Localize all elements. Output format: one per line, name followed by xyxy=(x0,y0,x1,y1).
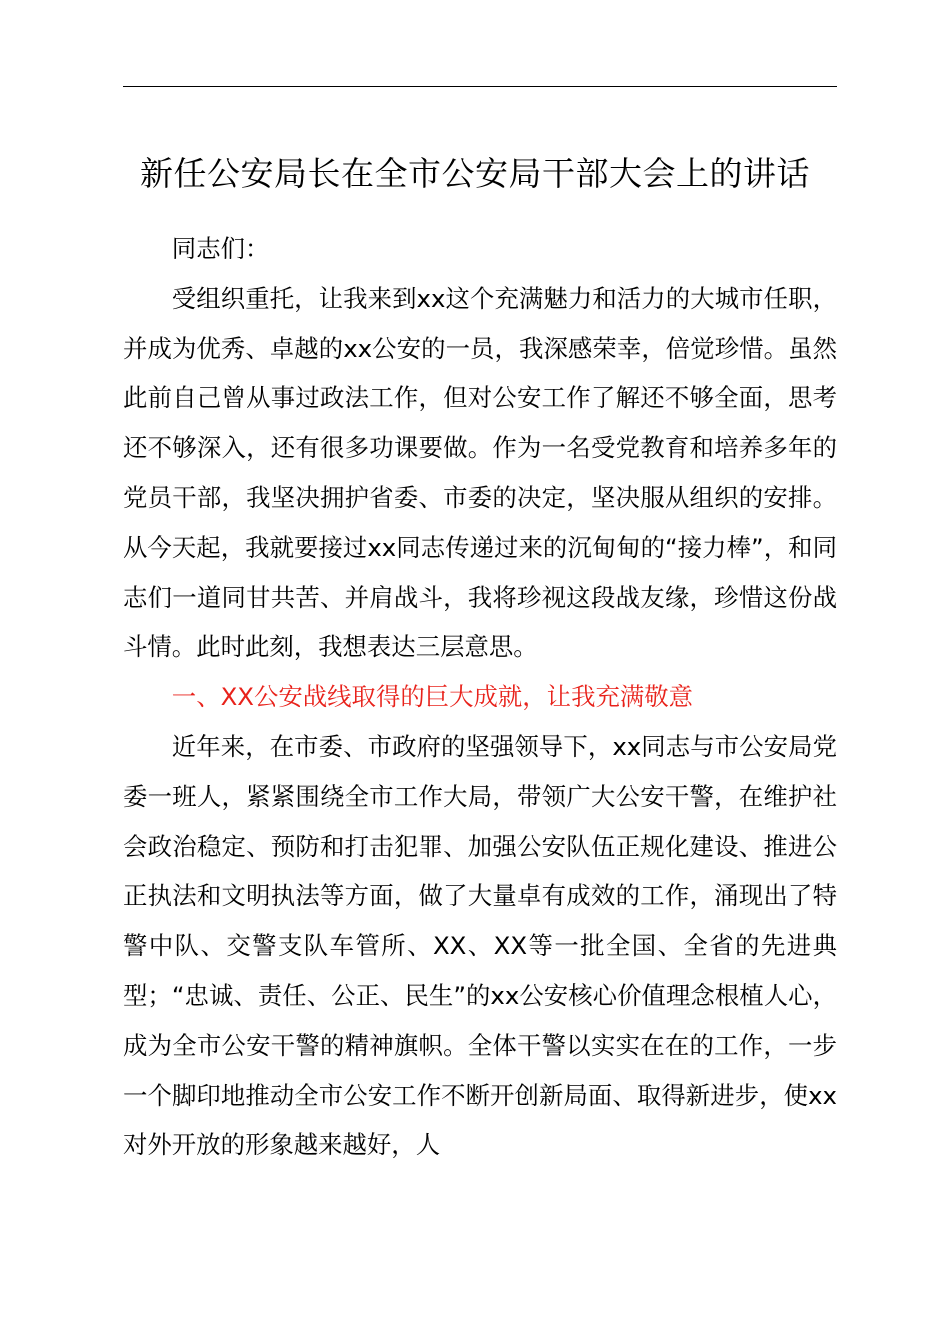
header-rule xyxy=(123,86,837,87)
salutation: 同志们： xyxy=(171,234,270,263)
intro-paragraph: 受组织重托，让我来到xx这个充满魅力和活力的大城市任职，并成为优秀、卓越的xx公安的一员，我深感荣幸，倍觉珍惜。虽然此前自己曾从事过政法工作，但对公安工作了解还不够全面，思考还不够深入，还有很多功课要做。作为一名受党教育和培养多年的党员干部，我坚决拥护省委、市委的决定，坚决服从组织的安排。从今天起，我就要接过xx同志传递过来的沉甸甸的“接力棒”，和同志们一道同甘共苦、并肩战斗，我将珍视这段战友缘，珍惜这份战斗情。此时此刻，我想表达三层意思。 xyxy=(123,283,837,662)
document-title: 新任公安局长在全市公安局干部大会上的讲话 xyxy=(140,154,810,193)
document-body xyxy=(123,224,837,1170)
section-heading: 一、XX公安战线取得的巨大成就，让我充满敬意 xyxy=(171,682,694,712)
section-paragraph: 近年来，在市委、市政府的坚强领导下，xx同志与市公安局党委一班人，紧紧围绕全市工作大局，带领广大公安干警，在维护社会政治稳定、预防和打击犯罪、加强公安队伍正规化建设、推进公正执法和文明执法等方面，做了大量卓有成效的工作，涌现出了特警中队、交警支队车管所、XX、XX等一批全国、全省的先进典型；“忠诚、责任、公正、民生”的xx公安核心价值理念根植人心，成为全市公安干警的精神旗帜。全体干警以实实在在的工作，一步一个脚印地推动全市公安工作不断开创新局面、取得新进步，使xx对外开放的形象越来越好，人 xyxy=(123,731,837,1160)
